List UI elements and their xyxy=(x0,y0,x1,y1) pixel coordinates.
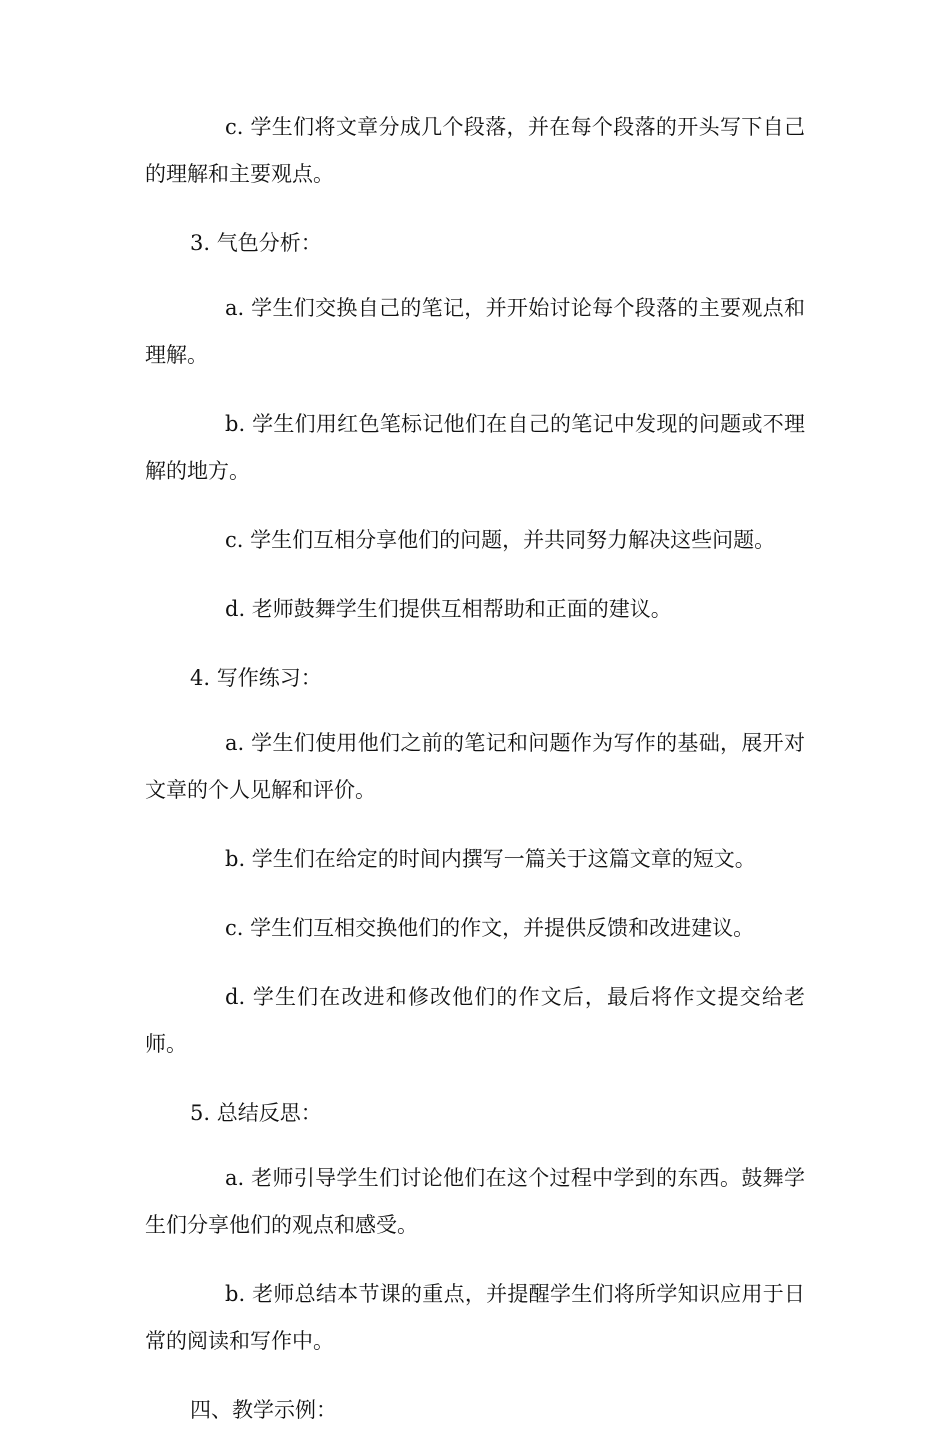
document-body xyxy=(145,104,805,1452)
list-item-b-write-essay: b. 学生们在给定的时间内撰写一篇关于这篇文章的短文。 xyxy=(225,847,756,871)
list-item-d-submit-essay: d. 学生们在改进和修改他们的作文后，最后将作文提交给老师。 xyxy=(145,985,805,1056)
section-heading-3: 3. 气色分析： xyxy=(190,231,322,255)
list-item-a-discuss-learning: a. 老师引导学生们讨论他们在这个过程中学到的东西。鼓舞学生们分享他们的观点和感受。 xyxy=(145,1166,805,1237)
section-heading-5: 5. 总结反思： xyxy=(190,1101,322,1125)
section-heading-4: 4. 写作练习： xyxy=(190,666,322,690)
list-item-c-share-problems: c. 学生们互相分享他们的问题，并共同努力解决这些问题。 xyxy=(225,528,776,552)
section-heading-four: 四、教学示例： xyxy=(190,1398,337,1422)
list-item-c-paragraph-notes: c. 学生们将文章分成几个段落，并在每个段落的开头写下自己的理解和主要观点。 xyxy=(145,115,805,186)
list-item-a-exchange-notes: a. 学生们交换自己的笔记，并开始讨论每个段落的主要观点和理解。 xyxy=(145,296,805,367)
list-item-a-writing-basis: a. 学生们使用他们之前的笔记和问题作为写作的基础，展开对文章的个人见解和评价。 xyxy=(145,731,805,802)
list-item-b-mark-problems: b. 学生们用红色笔标记他们在自己的笔记中发现的问题或不理解的地方。 xyxy=(145,412,805,483)
list-item-c-exchange-essays: c. 学生们互相交换他们的作文，并提供反馈和改进建议。 xyxy=(225,916,755,940)
list-item-d-teacher-encourage: d. 老师鼓舞学生们提供互相帮助和正面的建议。 xyxy=(225,597,672,621)
list-item-b-summary: b. 老师总结本节课的重点，并提醒学生们将所学知识应用于日常的阅读和写作中。 xyxy=(145,1282,805,1353)
